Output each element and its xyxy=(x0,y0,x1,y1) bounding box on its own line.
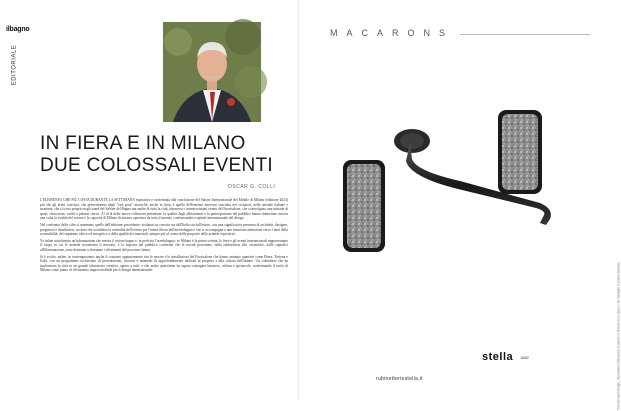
article-paragraph-4: Si è svolto, infine, in contemporanea, anche il consueto appuntamento con le mostre e le installazioni del Fuorisalone che hanno animato quartieri come Brera, Tortona e Isola, con un programma ricchissimo di presentazioni, incontri e momenti di approfondimento dedicati al progetto e alla cultura dell'abitare. Un calendario che ha trasformato la città in un grande laboratorio creativo, aperto a tutti, e che anche quest'anno ha saputo coniugare business, cultura e spettacolo, confermando il ruolo di Milano come punto di riferimento imprescindibile per il design internazionale. xyxy=(40,254,288,273)
byline: OSCAR G. COLLI xyxy=(228,184,276,190)
left-page xyxy=(0,0,300,400)
portrait-illustration xyxy=(163,22,261,122)
author-portrait-photo xyxy=(163,22,261,122)
brand-title: MACARONS xyxy=(330,28,455,38)
brand-logo-name: stella xyxy=(482,351,514,363)
article-paragraph-2: Nel confronto delle cifre si sommano quelle dell'edizione precedente: visitatori in crescita sia dall'Italia sia dall'estero, con una significativa presenza di architetti, designer, progettisti e distributori; un dato che sottolinea la centralità dell'evento per l'intera filiera dell'arredobagno e che si accompagna a una rinnovata attenzione verso i temi della sostenibilità, del risparmio idrico ed energetico e della qualità dei materiali, sempre più al centro delle proposte delle aziende espositrici. xyxy=(40,222,288,237)
faucet-product-image xyxy=(340,85,560,285)
magazine-logo: ilbagno xyxy=(6,26,30,33)
article-paragraph-1: L'ELEMENTO CHE PIÙ COSTA DURANTE LA SETTIMANA espositiva e confermata alla conclusione del Salone Internazionale del Mobile di Milano (edizione 2023) più che gli affari conclusi, che prenoteranno degli "exit poor" ancorché, anche in fiera, è quello dell'enorme interesse suscitato nei visitatori, nelle aziende italiane e straniere, che si trova proprio negli stand del Salone del Bagno ma anche di tutta la città, attraverso i numerosissimi eventi del Fuorisalone, che coinvolgono una miriade di spazi, showroom, cortili e palazzi storici. Al di là delle nuove collezioni presentate, la qualità degli allestimenti e la partecipazione del pubblico hanno dimostrato ancora una volta la vitalità del settore e la capacità di Milano di attrarre operatori da tutto il mondo, confermandosi capitale internazionale del design. xyxy=(40,198,288,221)
image-caption-vertical xyxy=(584,261,621,411)
headline-line-2: DUE COLOSSALI EVENTI xyxy=(40,155,274,176)
brand-website-link[interactable]: rubinetteriestella.it xyxy=(376,376,423,382)
brand-logo-year: 1882 xyxy=(520,355,529,360)
brand-title-rule xyxy=(460,34,590,35)
faucet-illustration xyxy=(340,85,560,285)
section-label: EDITORIALE xyxy=(11,44,18,86)
section-label-vertical xyxy=(8,44,18,88)
article-body xyxy=(40,198,288,383)
article-paragraph-3: Va infine sottolineato un'informazione che merita il settore bagno e, in perfetto, l'arredobagno: se Milano è la prima vetrina, le fiere e gli eventi internazionali rappresentano il luogo in cui le aziende incontrano il mercato, e la risposta del pubblico conferma che le novità presentate, dalla rubinetteria alle ceramiche, dalle superfici all'illuminazione, sono destinate a diventare i riferimenti del prossimo futuro. xyxy=(40,238,288,252)
stella-brand-logo xyxy=(482,347,529,365)
headline xyxy=(40,133,290,177)
image-caption: Tom Varcanti design, miscelatore Macarons a parete in finitura nero opaco con maniglie in pietra naturale. xyxy=(616,261,621,411)
headline-line-1: IN FIERA E IN MILANO xyxy=(40,133,246,154)
